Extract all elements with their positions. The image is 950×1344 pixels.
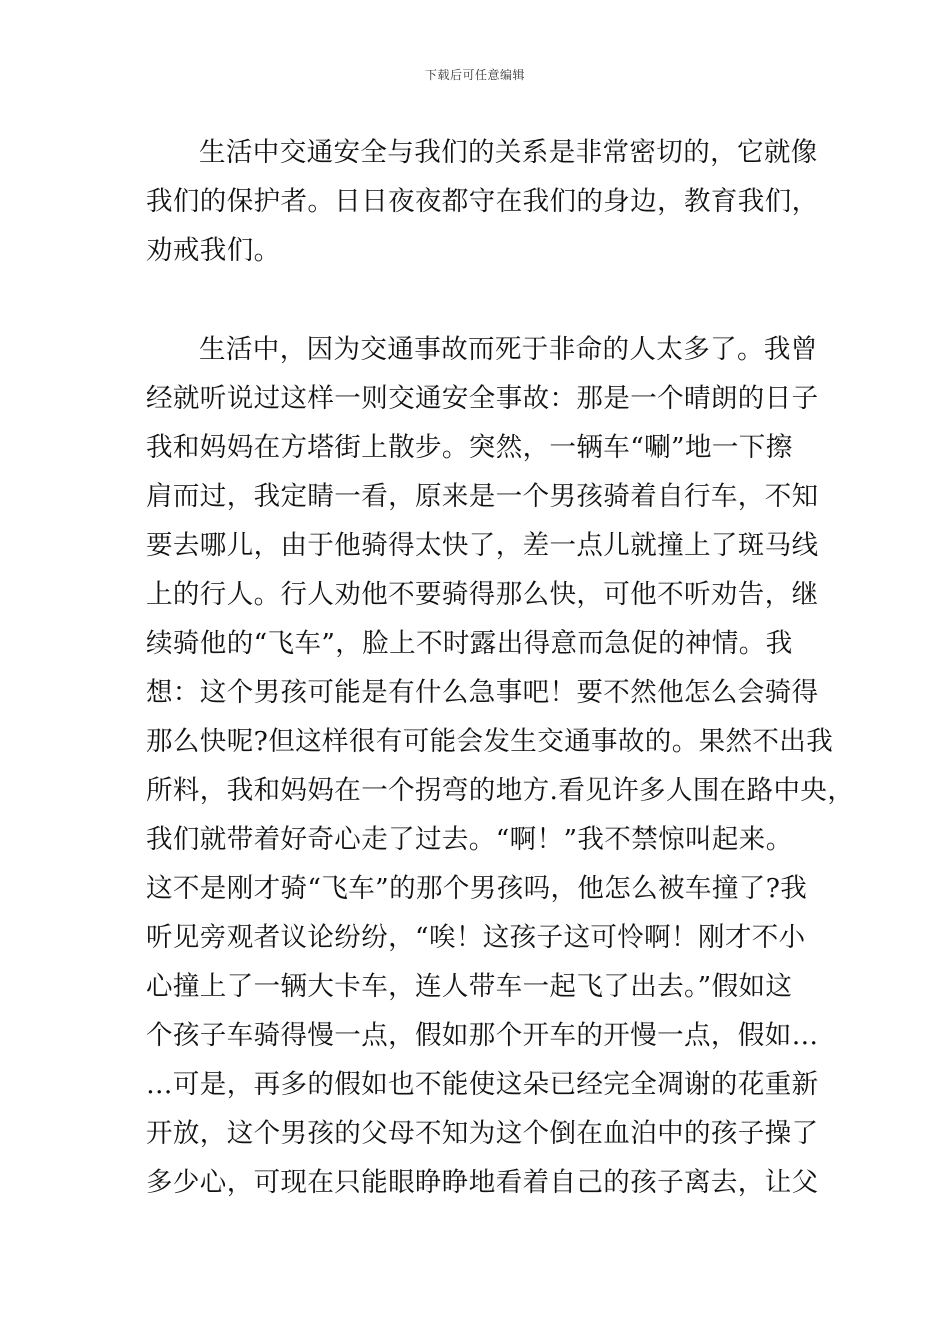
paragraph-line: 生活中交通安全与我们的关系是非常密切的，它就像 (199, 137, 818, 168)
paragraph-line: 要去哪儿，由于他骑得太快了，差一点儿就撞上了斑马线 (146, 530, 819, 561)
paragraph-line: 生活中，因为交通事故而死于非命的人太多了。我曾 (199, 334, 818, 365)
paragraph-line: 这不是刚才骑“飞车”的那个男孩吗，他怎么被车撞了?我 (146, 873, 808, 904)
paragraph-2 (146, 325, 855, 1207)
paragraph-line: 听见旁观者议论纷纷，“唉！这孩子这可怜啊！刚才不小 (146, 922, 806, 953)
paragraph-line: …可是，再多的假如也不能使这朵已经完全凋谢的花重新 (146, 1069, 819, 1100)
paragraph-1 (146, 128, 819, 275)
paragraph-line: 续骑他的“飞车”，脸上不时露出得意而急促的神情。我 (146, 628, 793, 659)
paragraph-line: 劝戒我们。 (146, 235, 281, 266)
paragraph-line: 我们的保护者。日日夜夜都守在我们的身边，教育我们， (146, 186, 819, 217)
paragraph-line: 我们就带着好奇心走了过去。“啊！”我不禁惊叫起来。 (146, 824, 793, 855)
paragraph-line: 我和妈妈在方塔街上散步。突然，一辆车“唰”地一下擦 (146, 432, 793, 463)
paragraph-line: 上的行人。行人劝他不要骑得那么快，可他不听劝告，继 (146, 579, 819, 610)
paragraph-line: 经就听说过这样一则交通安全事故：那是一个晴朗的日子 (146, 383, 819, 414)
header-note: 下载后可任意编辑 (424, 68, 525, 82)
paragraph-line: 那么快呢?但这样很有可能会发生交通事故的。果然不出我 (146, 726, 834, 757)
paragraph-line: 所料，我和妈妈在一个拐弯的地方.看见许多人围在路中央， (146, 775, 855, 806)
paragraph-line: 肩而过，我定睛一看，原来是一个男孩骑着自行车，不知 (146, 481, 819, 512)
paragraph-line: 心撞上了一辆大卡车，连人带车一起飞了出去。”假如这 (146, 971, 793, 1002)
paragraph-line: 开放，这个男孩的父母不知为这个倒在血泊中的孩子操了 (146, 1118, 819, 1149)
paragraph-line: 个孩子车骑得慢一点，假如那个开车的开慢一点，假如… (146, 1020, 819, 1051)
paragraph-line: 想：这个男孩可能是有什么急事吧！要不然他怎么会骑得 (146, 677, 819, 708)
paragraph-line: 多少心，可现在只能眼睁睁地看着自己的孩子离去，让父 (146, 1167, 819, 1198)
